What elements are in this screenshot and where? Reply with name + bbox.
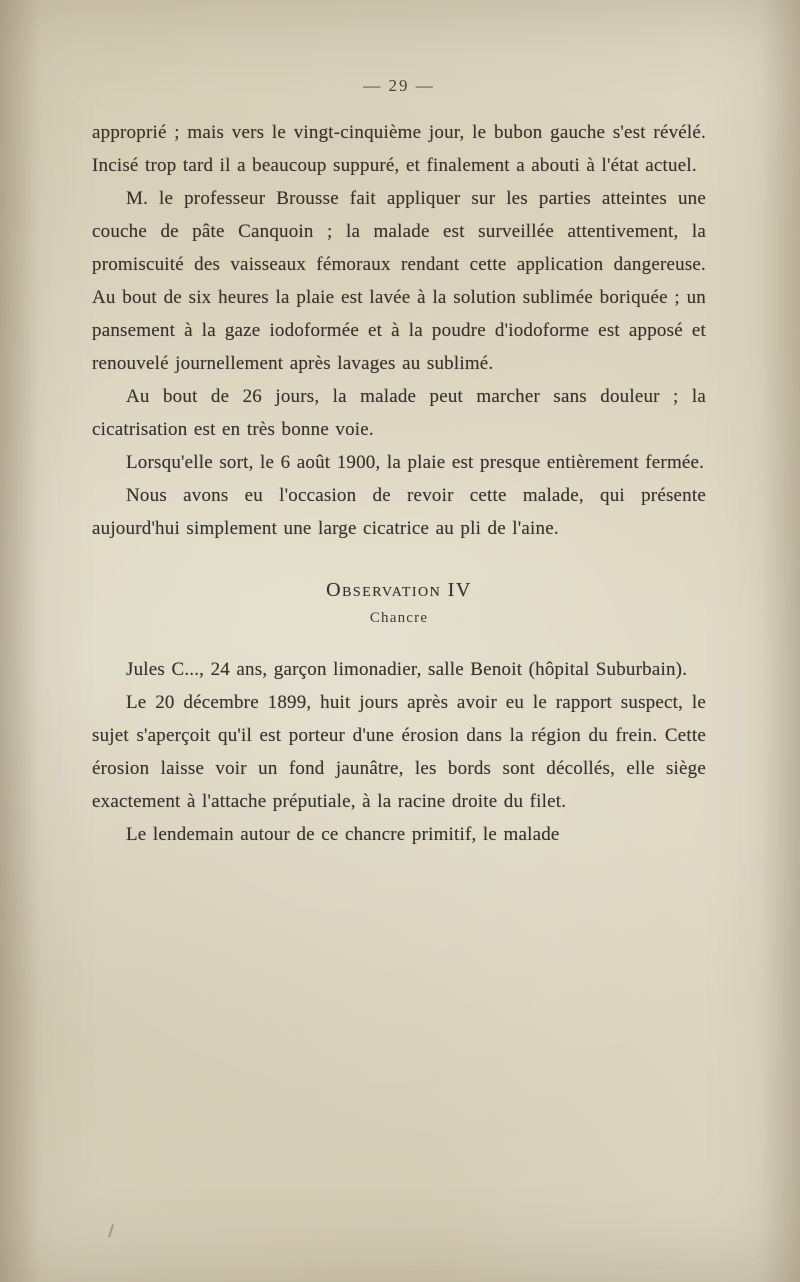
text-block xyxy=(92,76,706,851)
observation-heading: Observation IV xyxy=(326,579,472,601)
paragraph: M. le professeur Brousse fait appliquer sur les parties atteintes une couche de pâte Canquoin ; la malade est surveillée attentivement, la promiscuité des vaisseaux fémoraux rendant cette application dangereuse. Au bout de six heures la plaie est lavée à la solution sublimée boriquée ; un pansement à la gaze iodoformée et à la poudre d'iodoforme est apposé et renouvelé journellement après lavages au sublimé. xyxy=(92,188,706,374)
paragraph-continuation: approprié ; mais vers le vingt-cinquième jour, le bubon gauche s'est révélé. Incisé trop tard il a beaucoup suppuré, et finalement a abouti à l'état actuel. xyxy=(92,122,706,176)
paragraph: Lorsqu'elle sort, le 6 août 1900, la plaie est presque entièrement fermée. xyxy=(126,452,705,473)
observation-subheading: Chancre xyxy=(369,610,429,626)
paragraph: Nous avons eu l'occasion de revoir cette malade, qui présente aujourd'hui simplement une large cicatrice au pli de l'aine. xyxy=(92,485,706,539)
paragraph: Le 20 décembre 1899, huit jours après avoir eu le rapport suspect, le sujet s'aperçoit qu'il est porteur d'une érosion dans la région du frein. Cette érosion laisse voir un fond jaunâtre, les bords sont décollés, elle siège exactement à l'attache préputiale, à la racine droite du filet. xyxy=(92,692,706,812)
page-number: — 29 — xyxy=(363,76,435,95)
scan-artifact-mark xyxy=(108,1224,114,1238)
paragraph-last: Le lendemain autour de ce chancre primitif, le malade xyxy=(126,824,560,845)
paragraph: Jules C..., 24 ans, garçon limonadier, salle Benoit (hôpital Suburbain). xyxy=(126,659,688,680)
paragraph: Au bout de 26 jours, la malade peut marcher sans douleur ; la cicatrisation est en très bonne voie. xyxy=(92,386,706,440)
